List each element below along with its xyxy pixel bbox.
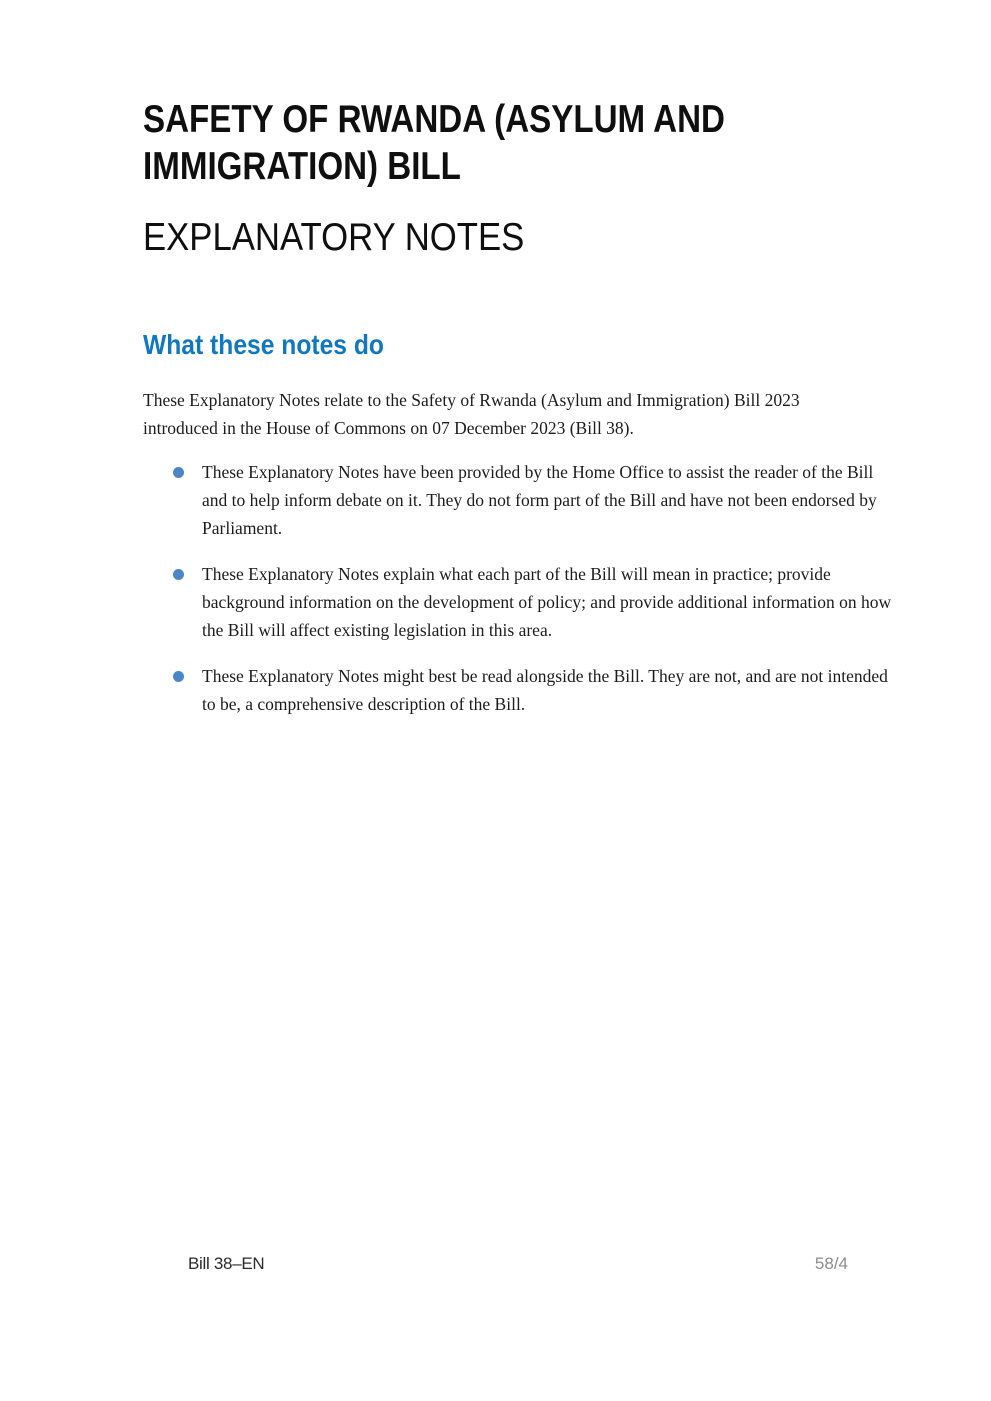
document-title: SAFETY OF RWANDA (ASYLUM AND IMMIGRATION) BILL (143, 98, 725, 188)
bullet-item: These Explanatory Notes have been provided by the Home Office to assist the reader of the Bill and to help inform debate on it. They do not form part of the Bill and have not been endorsed by Parliament. (143, 458, 898, 542)
bullet-item: These Explanatory Notes explain what each part of the Bill will mean in practice; provide background information on the development of policy; and provide additional information on how the Bill will affect existing legislation in this area. (143, 560, 898, 644)
page-footer (188, 1252, 848, 1276)
document-subtitle: EXPLANATORY NOTES (143, 216, 525, 259)
intro-paragraph: These Explanatory Notes relate to the Safety of Rwanda (Asylum and Immigration) Bill 2023 introduced in the House of Commons on 07 December 2023 (Bill 38). (143, 390, 800, 438)
page-content (143, 0, 898, 736)
section-heading: What these notes do (143, 329, 384, 360)
page-number: 58/4 (814, 1254, 848, 1273)
bullet-list (143, 458, 898, 718)
bill-reference: Bill 38–EN (188, 1254, 265, 1273)
bullet-item: These Explanatory Notes might best be read alongside the Bill. They are not, and are not intended to be, a comprehensive description of the Bill. (143, 662, 898, 718)
